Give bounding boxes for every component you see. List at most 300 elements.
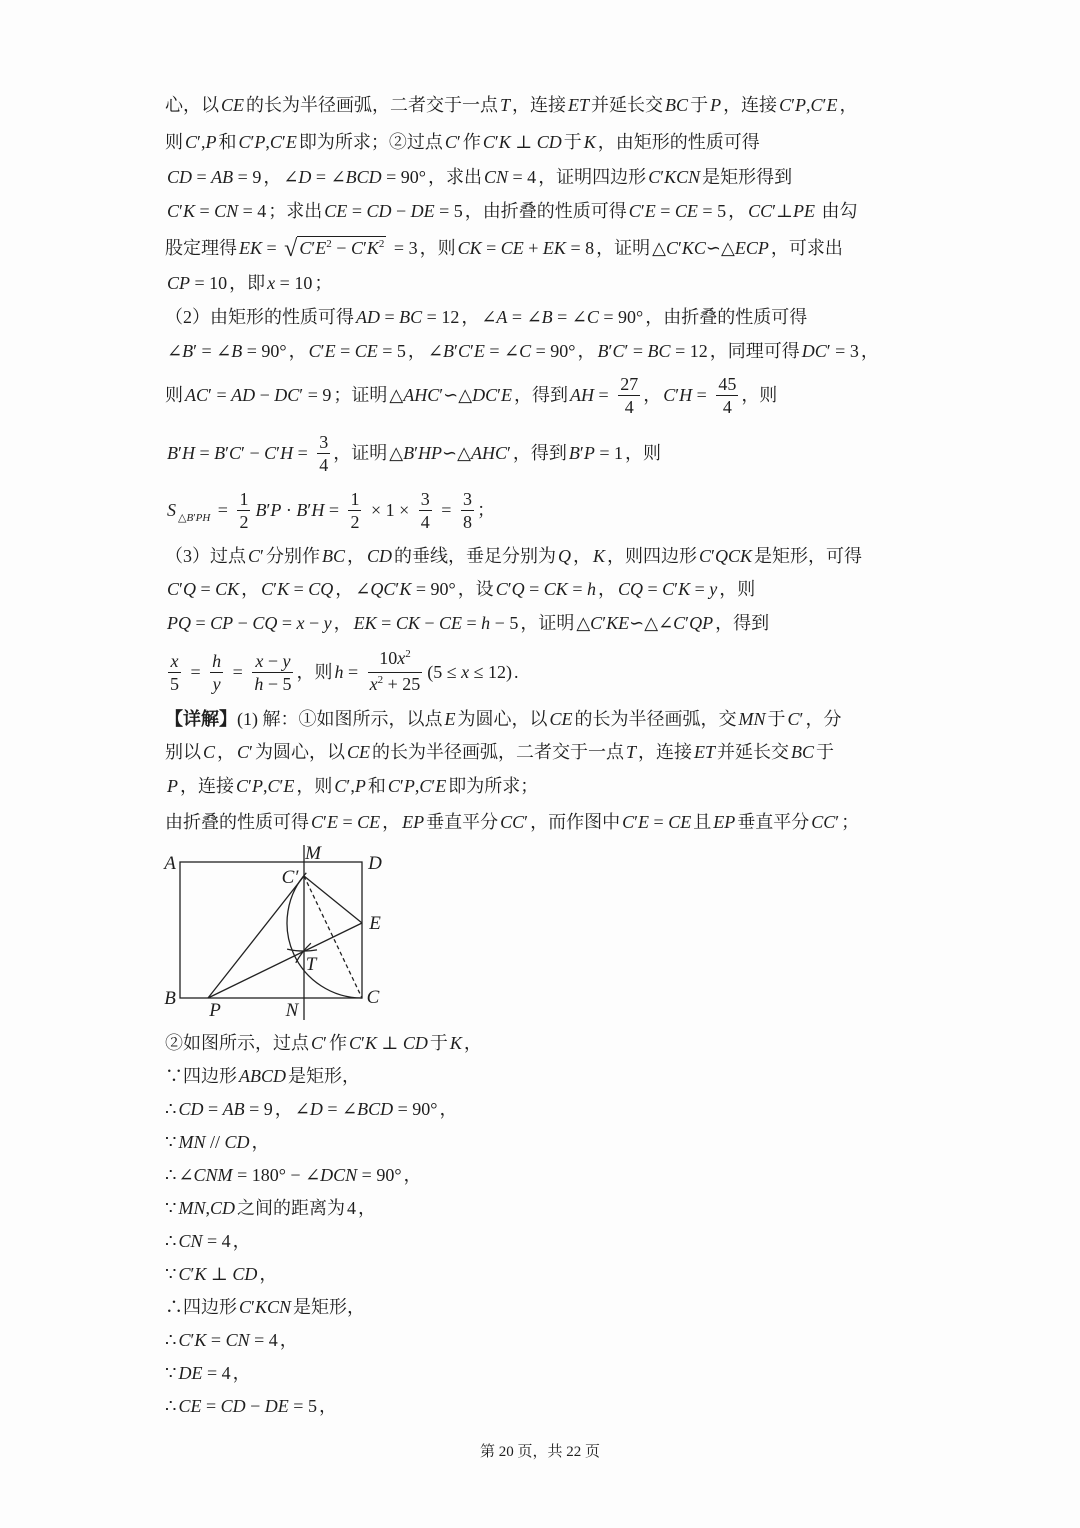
- math-variable: P: [403, 776, 415, 796]
- math-variable: CC: [500, 812, 525, 832]
- fraction-denominator: [716, 396, 738, 418]
- text-run: ，: [463, 1033, 482, 1053]
- math-variable: KCN: [254, 1297, 291, 1317]
- math-variable: QP: [689, 613, 714, 633]
- text-run: ，连接: [180, 776, 234, 796]
- text-run: ∴: [165, 1099, 177, 1119]
- math-variable: C: [299, 238, 312, 258]
- analysis-line: [165, 270, 332, 296]
- math-expression: C′Q = CK = h: [495, 579, 596, 599]
- analysis-line: [165, 610, 769, 636]
- text-run: ，证明: [333, 443, 388, 463]
- math-variable: B: [541, 307, 553, 327]
- math-expression: [367, 543, 392, 569]
- segment-e-p: [208, 923, 362, 998]
- math-variable: E: [501, 385, 513, 405]
- math-variable: CNM: [193, 1165, 233, 1185]
- math-variable: C: [444, 132, 457, 152]
- math-variable: B: [182, 341, 194, 361]
- text-run: ，得到: [715, 613, 770, 633]
- math-expression: C′E = CE: [622, 812, 692, 832]
- math-expression: CD = AB = 9: [178, 1099, 273, 1119]
- text-run: ；: [841, 812, 860, 832]
- bold-heading: 【详解】: [165, 709, 237, 729]
- text-run: 的长为半径画弧，二者交于一点: [246, 95, 499, 115]
- math-expression: [550, 706, 573, 732]
- math-expression: C′QCK: [699, 546, 752, 566]
- text-run: 是矩形，可得: [753, 546, 862, 566]
- math-expression: C′Q = CK: [167, 579, 240, 599]
- math-variable: ECP: [734, 238, 769, 258]
- text-run: 作: [462, 132, 481, 152]
- math-variable: C: [648, 167, 661, 187]
- math-expression: CD = AB = 9: [167, 167, 262, 187]
- math-variable: BC: [321, 546, 345, 566]
- math-expression: CN = 4: [178, 1231, 231, 1251]
- math-variable: ABCD: [239, 1066, 286, 1086]
- label-d: D: [368, 853, 382, 874]
- math-expression: C′P,C′E: [779, 95, 838, 115]
- math-variable: E: [644, 201, 656, 221]
- text-run: ，: [232, 1363, 251, 1383]
- math-variable: CP: [167, 273, 191, 293]
- math-expression: =: [436, 500, 456, 520]
- math-variable: K: [449, 1033, 462, 1053]
- text-run: .: [514, 662, 519, 682]
- math-variable: CN: [484, 167, 509, 187]
- math-expression: C′: [787, 709, 804, 729]
- math-expression: 10x: [379, 647, 406, 668]
- math-variable: x: [267, 273, 276, 293]
- math-variable: C: [662, 579, 675, 599]
- math-expression: ∠QC′K = 90°: [355, 579, 456, 599]
- math-variable: BC: [665, 95, 689, 115]
- text-run: ，则: [296, 776, 333, 796]
- math-variable: KCN: [664, 167, 701, 187]
- math-variable: BCD: [357, 1099, 394, 1119]
- math-expression: 1: [239, 488, 249, 509]
- math-variable: CD: [167, 167, 193, 187]
- math-expression: C′K ⊥ CD: [482, 132, 562, 152]
- math-variable: BC: [399, 307, 423, 327]
- math-variable: E: [435, 776, 447, 796]
- math-variable: C: [308, 341, 321, 361]
- math-expression: 4: [346, 1198, 356, 1218]
- math-expression: 3: [462, 488, 472, 509]
- math-expression: CK = CE + EK = 8: [457, 238, 595, 258]
- math-variable: PE: [792, 201, 815, 221]
- math-variable: x: [369, 673, 378, 694]
- text-run: ，则四边形: [607, 546, 697, 566]
- math-variable: x: [255, 650, 264, 671]
- math-variable: C: [261, 579, 274, 599]
- proof-line: [165, 1129, 269, 1155]
- math-expression: AH =: [570, 385, 614, 405]
- text-run: ∴: [165, 1330, 177, 1350]
- text-run: ，分: [805, 709, 842, 729]
- math-expression: [739, 706, 766, 732]
- math-variable: BC: [791, 742, 815, 762]
- math-variable: CK: [395, 613, 420, 633]
- fraction-numerator: [210, 650, 223, 673]
- text-run: ，由折叠的性质可得: [645, 307, 808, 327]
- math-variable: C: [348, 1033, 361, 1053]
- math-expression: 27: [620, 373, 639, 394]
- math-variable: P: [354, 776, 366, 796]
- math-expression: 3: [319, 431, 329, 452]
- math-expression: [239, 1063, 286, 1089]
- math-variable: AHC: [470, 443, 507, 463]
- math-variable: D: [298, 167, 312, 187]
- fraction: [368, 647, 423, 698]
- segment-c-prime-p: [208, 876, 304, 998]
- text-run: ，则: [741, 385, 778, 405]
- math-variable: C: [665, 238, 678, 258]
- math-variable: H: [679, 385, 693, 405]
- text-run: 为圆心，以: [254, 742, 345, 762]
- text-run: ，设: [457, 579, 494, 599]
- math-variable: x: [296, 613, 305, 633]
- math-expression: =: [213, 500, 233, 520]
- math-expression: [558, 543, 571, 569]
- math-expression: 2: [239, 511, 249, 532]
- math-expression: C′,P: [185, 132, 217, 152]
- text-run: ，则: [625, 443, 661, 463]
- math-variable: S: [167, 500, 176, 520]
- math-expression: 5: [170, 673, 179, 694]
- subscript: △B′PH: [178, 512, 211, 524]
- text-run: 于: [816, 742, 835, 762]
- fraction: [461, 488, 474, 533]
- math-variable: y: [212, 673, 221, 694]
- fraction: [168, 650, 181, 695]
- math-variable: K: [366, 238, 379, 258]
- text-run: ，则: [719, 579, 756, 599]
- math-expression: [203, 739, 215, 765]
- text-run: ，: [241, 579, 260, 599]
- text-run: ，: [357, 1198, 376, 1218]
- math-variable: C: [178, 1264, 191, 1284]
- math-expression: (5 ≤ x ≤ 12): [427, 662, 513, 682]
- math-expression: [593, 543, 605, 569]
- text-run: ∴: [165, 1165, 177, 1185]
- proof-line: [165, 1030, 482, 1056]
- fraction-denominator: [419, 511, 432, 533]
- text-run: ，: [263, 167, 282, 187]
- math-variable: H: [280, 443, 294, 463]
- math-variable: CN: [225, 1330, 250, 1350]
- label-c: C: [366, 987, 380, 1008]
- proof-line: [165, 1360, 251, 1386]
- fraction-numerator: [252, 650, 293, 673]
- text-run: ，由折叠的性质可得: [464, 201, 627, 221]
- math-variable: B: [597, 341, 609, 361]
- proof-line: [165, 1096, 457, 1122]
- text-run: 并延长交: [717, 742, 790, 762]
- math-variable: C: [334, 776, 347, 796]
- fraction-numerator: [317, 431, 330, 454]
- text-run: ，连接: [638, 742, 692, 762]
- text-run: ②如图所示，过点: [165, 1033, 309, 1053]
- text-run: ，连接: [512, 95, 567, 115]
- text-run: 是矩形，: [288, 1066, 360, 1086]
- math-variable: Q: [557, 546, 571, 566]
- proof-line: [165, 1228, 251, 1254]
- proof-line: [165, 1195, 376, 1221]
- text-run: ∴: [165, 1231, 177, 1251]
- text-run: ，: [577, 341, 596, 361]
- fraction: [419, 488, 432, 533]
- math-variable: B: [403, 443, 415, 463]
- math-variable: C: [612, 341, 625, 361]
- text-run: 则: [165, 385, 183, 405]
- math-variable: BC: [647, 341, 671, 361]
- math-variable: KC: [681, 238, 706, 258]
- math-expression: [445, 706, 456, 732]
- math-variable: ET: [694, 742, 716, 762]
- fraction-numerator: [419, 488, 432, 511]
- math-expression: C′H =: [663, 385, 712, 405]
- text-run: 别以: [165, 742, 201, 762]
- text-run: ，: [439, 1099, 458, 1119]
- math-variable: E: [826, 95, 838, 115]
- math-variable: CK: [457, 238, 482, 258]
- analysis-line: [165, 373, 778, 417]
- math-expression: △C′KE∽△∠C′QP: [576, 613, 714, 633]
- math-expression: CQ = C′K = y: [617, 579, 718, 599]
- math-expression: CC′: [811, 812, 840, 832]
- math-variable: B: [186, 512, 194, 524]
- math-variable: C: [229, 443, 242, 463]
- math-variable: CE: [346, 742, 370, 762]
- text-run: 股定理得: [165, 238, 237, 258]
- math-variable: P: [254, 132, 266, 152]
- math-variable: y: [709, 579, 718, 599]
- math-expression: x = 10: [267, 273, 313, 293]
- math-expression: B′P = 1: [568, 443, 623, 463]
- math-expression: C′: [444, 132, 461, 152]
- math-variable: DE: [264, 1396, 289, 1416]
- math-variable: EP: [713, 812, 736, 832]
- math-variable: DE: [410, 201, 435, 221]
- math-expression: EK = CK − CE = h − 5: [353, 613, 519, 633]
- math-variable: C: [167, 579, 180, 599]
- math-expression: ∠B′C′E = ∠C = 90°: [427, 341, 576, 361]
- square-root: [284, 234, 386, 262]
- math-variable: P: [251, 776, 263, 796]
- math-expression: − C′K: [331, 238, 379, 258]
- radical-sign-icon: √: [284, 236, 298, 262]
- math-expression: C′K = CN = 4: [167, 201, 267, 221]
- math-expression: C′P,C′E: [387, 776, 447, 796]
- math-expression: C′P,C′E: [238, 132, 297, 152]
- math-variable: QCK: [714, 546, 752, 566]
- math-expression: 4: [722, 396, 732, 417]
- proof-line: [165, 1063, 360, 1089]
- math-expression: [450, 1030, 462, 1056]
- math-variable: C: [178, 1330, 191, 1350]
- arc-centered-c-prime: [287, 949, 317, 951]
- analysis-line: [165, 198, 857, 224]
- text-run: ，: [407, 341, 426, 361]
- math-expression: [626, 739, 636, 765]
- text-run: 于: [563, 132, 582, 152]
- text-run: ，: [839, 95, 858, 115]
- math-expression: AD = BC = 12: [356, 307, 460, 327]
- analysis-line: [165, 576, 755, 602]
- text-run: ，: [403, 1165, 422, 1185]
- math-variable: K: [277, 579, 290, 599]
- math-variable: h: [254, 673, 264, 694]
- fraction-denominator: [368, 673, 423, 698]
- math-expression: C′KCN: [239, 1297, 291, 1317]
- proof-line: [165, 1294, 365, 1320]
- math-expression: [694, 739, 715, 765]
- text-run: 垂直平分: [737, 812, 810, 832]
- math-variable: CD: [366, 546, 392, 566]
- text-run: ∵: [165, 1198, 177, 1218]
- text-run: ，: [232, 1231, 251, 1251]
- math-expression: [402, 809, 424, 835]
- math-variable: AHC: [403, 385, 440, 405]
- math-variable: CD: [220, 1396, 246, 1416]
- math-expression: C′: [311, 1033, 327, 1053]
- analysis-line: [165, 129, 760, 155]
- math-variable: P: [795, 95, 807, 115]
- math-expression: C′,P: [334, 776, 366, 796]
- math-variable: P: [583, 443, 595, 463]
- math-expression: CE = CD − DE = 5: [178, 1396, 317, 1416]
- math-variable: MN: [738, 709, 766, 729]
- math-variable: CE: [221, 95, 245, 115]
- math-expression: 3: [420, 488, 430, 509]
- math-expression: [167, 773, 178, 799]
- math-variable: E: [283, 776, 295, 796]
- geometry-figure: [160, 838, 390, 1028]
- math-variable: K: [498, 132, 511, 152]
- math-variable: E: [473, 341, 485, 361]
- math-expression: ∠D = ∠BCD = 90°: [294, 1099, 438, 1119]
- math-expression: B′H = B′C′ − C′H =: [167, 443, 313, 463]
- math-variable: C: [350, 238, 363, 258]
- math-expression: C′KCN: [648, 167, 701, 187]
- text-run: ∵四边形: [165, 1066, 237, 1086]
- math-variable: B: [568, 443, 580, 463]
- math-expression: [568, 92, 589, 118]
- math-expression: EK =: [239, 238, 282, 258]
- math-variable: E: [324, 341, 336, 361]
- fraction-numerator: [618, 373, 640, 396]
- analysis-line: [165, 164, 792, 190]
- math-variable: E: [285, 132, 297, 152]
- superscript: 2: [378, 238, 385, 250]
- math-expression: + 25: [383, 673, 421, 694]
- math-variable: E: [638, 812, 650, 832]
- text-run: ，由矩形的性质可得: [597, 132, 760, 152]
- math-variable: C: [673, 613, 686, 633]
- text-run: 是矩形得到: [702, 167, 793, 187]
- math-variable: CE: [439, 613, 463, 633]
- text-run: ，同理可得: [709, 341, 800, 361]
- label-p: P: [209, 1000, 221, 1021]
- math-variable: C: [482, 132, 495, 152]
- fraction: [348, 488, 361, 533]
- math-variable: CE: [549, 709, 573, 729]
- fraction: [618, 373, 640, 418]
- math-variable: DC: [472, 385, 498, 405]
- math-variable: C: [779, 95, 792, 115]
- math-variable: C: [238, 132, 251, 152]
- text-run: ，证明: [520, 613, 575, 633]
- math-variable: BCD: [345, 167, 382, 187]
- text-run: 于: [690, 95, 709, 115]
- text-run: ∴: [165, 1396, 177, 1416]
- segment-c-prime-e: [304, 876, 362, 923]
- text-run: ；: [314, 273, 333, 293]
- math-variable: CD: [402, 1033, 428, 1053]
- fraction-denominator: [237, 511, 250, 533]
- math-variable: CD: [209, 1198, 235, 1218]
- fraction-numerator: [368, 647, 423, 673]
- math-variable: C: [311, 812, 324, 832]
- math-variable: h: [481, 613, 491, 633]
- math-expression: 8: [462, 511, 472, 532]
- text-run: ，: [346, 546, 365, 566]
- math-variable: H: [311, 500, 325, 520]
- math-variable: AH: [570, 385, 595, 405]
- fraction-denominator: [348, 511, 361, 533]
- math-variable: E: [444, 709, 456, 729]
- math-variable: K: [678, 579, 691, 599]
- math-variable: B: [167, 443, 178, 463]
- math-variable: C: [267, 776, 280, 796]
- proof-line: [165, 1261, 277, 1287]
- math-expression: MN // CD: [178, 1132, 250, 1152]
- math-variable: C: [264, 443, 277, 463]
- text-run: ∴四边形: [165, 1297, 237, 1317]
- text-run: ，: [643, 385, 662, 405]
- text-run: ，: [335, 579, 354, 599]
- text-run: 之间的距离为: [236, 1198, 345, 1218]
- text-run: ，: [461, 307, 480, 327]
- math-expression: 4: [319, 454, 329, 475]
- fraction-denominator: [210, 673, 223, 695]
- math-variable: C: [457, 341, 470, 361]
- text-run: ，: [318, 1396, 337, 1416]
- fraction-numerator: [348, 488, 361, 511]
- math-variable: C: [167, 201, 180, 221]
- math-variable: K: [583, 132, 596, 152]
- math-variable: CC: [748, 201, 773, 221]
- math-expression: C′K ⊥ CD: [178, 1264, 258, 1284]
- math-variable: C: [203, 742, 216, 762]
- fraction-numerator: [237, 488, 250, 511]
- math-expression: [171, 651, 179, 671]
- math-variable: CE: [178, 1396, 202, 1416]
- math-variable: C: [590, 613, 603, 633]
- math-variable: y: [282, 650, 291, 671]
- math-variable: CP: [210, 613, 234, 633]
- analysis-line: [165, 304, 807, 330]
- text-run: ；: [476, 500, 495, 520]
- math-variable: AB: [211, 167, 234, 187]
- label-e: E: [369, 913, 381, 934]
- math-variable: MN: [178, 1198, 206, 1218]
- text-run: 是矩形，: [292, 1297, 365, 1317]
- math-variable: CD: [536, 132, 562, 152]
- fraction: [716, 373, 738, 418]
- text-run: 且: [693, 812, 712, 832]
